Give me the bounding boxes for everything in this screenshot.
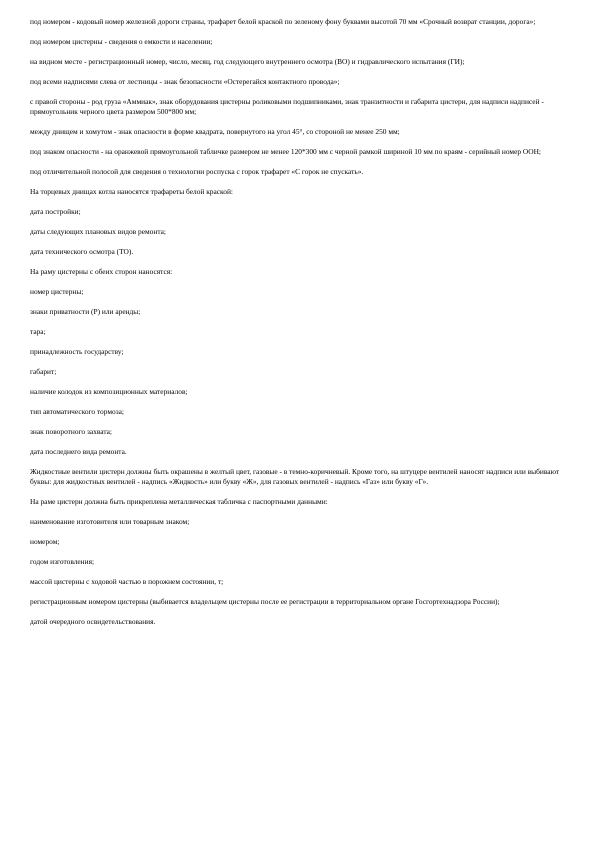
list-item: дата технического осмотра (ТО). bbox=[30, 247, 134, 256]
list-item: габарит; bbox=[30, 367, 57, 376]
paragraph: между днищем и хомутом - знак опасности в форме квадрата, повернутого на угол 45°, со стороной не менее 250 мм; bbox=[30, 127, 400, 136]
paragraph: под номером цистерны - сведения о емкости и населении; bbox=[30, 37, 213, 46]
list-item: датой очередного освидетельствования. bbox=[30, 617, 156, 626]
document-body bbox=[30, 17, 570, 637]
paragraph: с правой стороны - род груза «Аммиак», знак оборудования цистерны роликовыми подшипниками, знак транзитности и габарита цистерн, для надписи надписей - прямоугольник черного цвета размером 500*800 мм; bbox=[30, 97, 544, 116]
list-item: наличие колодок из композиционных материалов; bbox=[30, 387, 188, 396]
list-item: знаки приватности (Р) или аренды; bbox=[30, 307, 141, 316]
paragraph: Жидкостные вентили цистерн должны быть окрашены в желтый цвет, газовые - в темно-коричневый. Кроме того, на штуцере вентилей наносят надписи или выбивают буквы: для жидкостных вентилей - надпись «Жидкость» или букву «Ж», для газовых вентилей - надпись «Газ» или букву «Г». bbox=[30, 467, 560, 486]
list-item: массой цистерны с ходовой частью в порожнем состоянии, т; bbox=[30, 577, 224, 586]
list-item: тип автоматического тормоза; bbox=[30, 407, 124, 416]
list-item: годом изготовления; bbox=[30, 557, 95, 566]
list-item: знак поворотного захвата; bbox=[30, 427, 112, 436]
list-item: дата последнего вида ремонта. bbox=[30, 447, 127, 456]
section-intro: На торцевых днищах котла наносятся трафареты белой краской: bbox=[30, 187, 233, 196]
list-item: дата постройки; bbox=[30, 207, 81, 216]
paragraph: под всеми надписями слева от лестницы - знак безопасности «Остерегайся контактного провода»; bbox=[30, 77, 340, 86]
paragraph: на видном месте - регистрационный номер, число, месяц, год следующего внутреннего осмотра (ВО) и гидравлического испытания (ГИ); bbox=[30, 57, 465, 66]
list-item: номер цистерны; bbox=[30, 287, 84, 296]
list-item: даты следующих плановых видов ремонта; bbox=[30, 227, 166, 236]
list-item: наименование изготовителя или товарным знаком; bbox=[30, 517, 190, 526]
section-intro: На раму цистерны с обеих сторон наносятся: bbox=[30, 267, 173, 276]
paragraph: под номером - кодовый номер железной дороги страны, трафарет белой краской по зеленому фону буквами высотой 70 мм «Срочный возврат станции, дорога»; bbox=[30, 17, 536, 26]
list-item: регистрационным номером цистерны (выбивается владельцем цистерны после ее регистрации в территориальном органе Госгортехнадзора России); bbox=[30, 597, 500, 606]
paragraph: под знаком опасности - на оранжевой прямоугольной табличке размером не менее 120*300 мм с черной рамкой шириной 10 мм по краям - серийный номер ООН; bbox=[30, 147, 541, 156]
list-item: номером; bbox=[30, 537, 60, 546]
list-item: тара; bbox=[30, 327, 46, 336]
paragraph: под отличительной полосой для сведения о технологии роспуска с горок трафарет «С горок не спускать». bbox=[30, 167, 364, 176]
list-item: принадлежность государству; bbox=[30, 347, 124, 356]
section-intro: На раме цистерн должна быть прикреплена металлическая табличка с паспортными данными: bbox=[30, 497, 328, 506]
